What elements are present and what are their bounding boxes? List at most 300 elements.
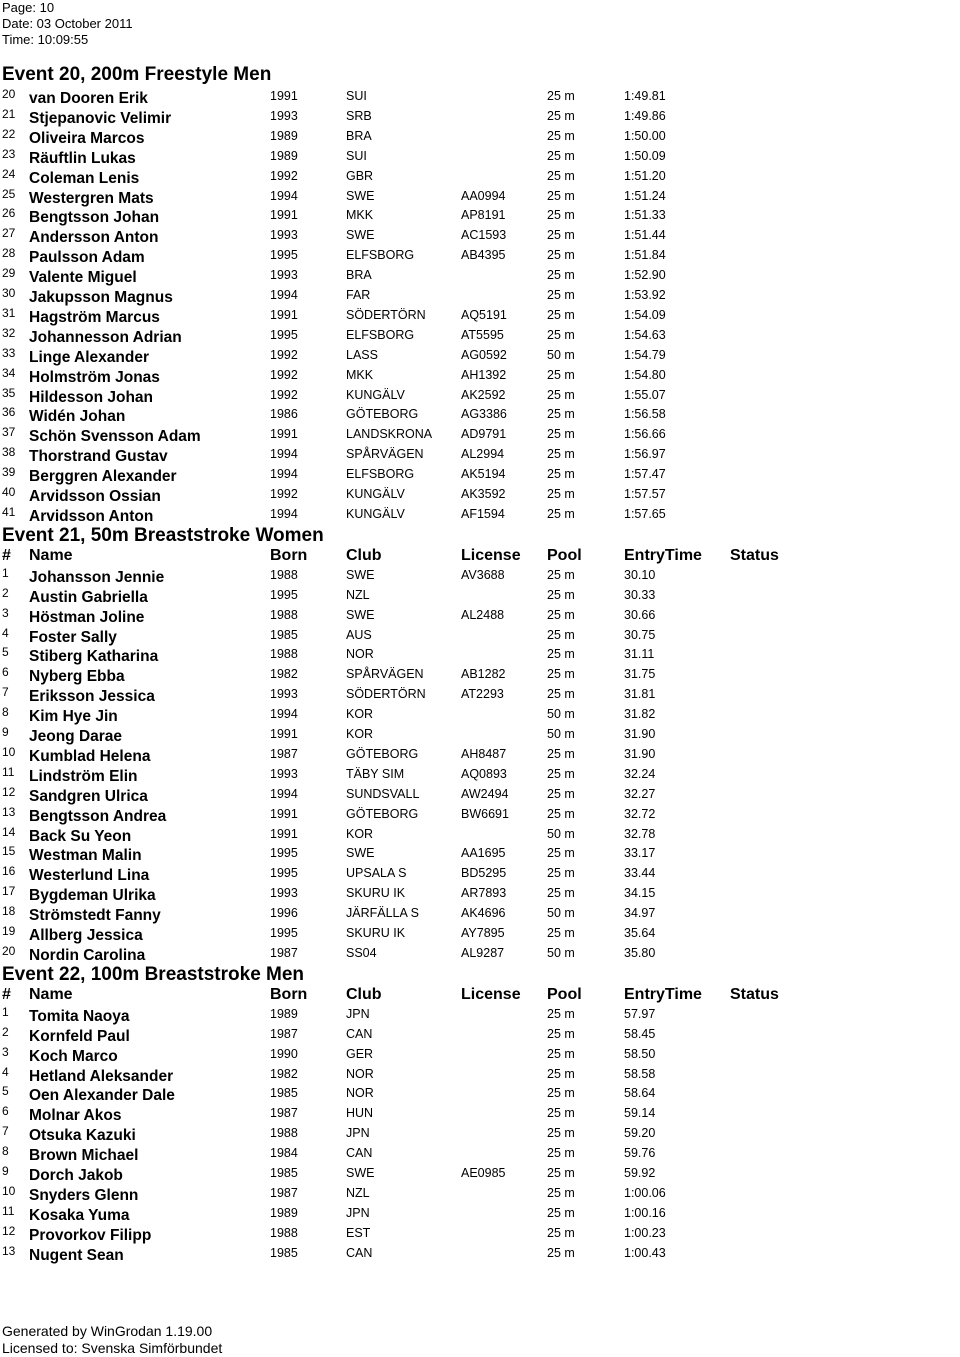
license-number: AP8191	[461, 208, 506, 223]
pool-length: 25 m	[547, 327, 575, 342]
column-header-license: License	[461, 546, 521, 564]
pool-length: 25 m	[547, 148, 575, 163]
club-name: GER	[346, 1046, 374, 1061]
club-name: KUNGÄLV	[346, 387, 405, 402]
swimmer-name: Westerlund Lina	[29, 867, 150, 885]
birth-year: 1982	[270, 1066, 298, 1081]
entry-row	[0, 444, 960, 464]
column-header-name: Name	[29, 546, 73, 564]
birth-year: 1986	[270, 407, 298, 422]
club-name: LASS	[346, 347, 378, 362]
swimmer-name: Otsuka Kazuki	[29, 1127, 136, 1145]
entry-row	[0, 605, 960, 625]
swimmer-name: Foster Sally	[29, 628, 117, 646]
swimmer-name: Jeong Darae	[29, 728, 123, 745]
license-number: AG0592	[461, 347, 507, 362]
entry-time: 1:00.06	[624, 1185, 666, 1200]
pool-length: 25 m	[547, 926, 575, 940]
license-number: AC1593	[461, 228, 507, 243]
entry-number: 28	[2, 246, 16, 261]
entry-number: 40	[2, 485, 16, 499]
entry-row	[0, 1163, 960, 1183]
license-number: AB4395	[461, 248, 506, 263]
birth-year: 1995	[270, 248, 298, 263]
column-header-club: Club	[346, 546, 382, 564]
swimmer-name: Snyders Glenn	[29, 1186, 139, 1204]
entry-row	[0, 365, 960, 385]
club-name: SWE	[346, 846, 375, 861]
swimmer-name: Paulsson Adam	[29, 249, 145, 267]
pool-length: 25 m	[547, 427, 575, 442]
license-number: AT5595	[461, 327, 504, 342]
entry-number: 10	[2, 1183, 16, 1198]
birth-year: 1987	[270, 1185, 298, 1200]
entry-time: 1:56.97	[624, 447, 666, 462]
club-name: LANDSKRONA	[346, 427, 433, 442]
swimmer-name: Back Su Yeon	[29, 827, 132, 845]
entry-number: 11	[2, 764, 15, 779]
pool-length: 50 m	[547, 826, 575, 841]
club-name: JPN	[346, 1006, 370, 1021]
swimmer-name: Oliveira Marcos	[29, 129, 145, 147]
entry-row	[0, 923, 960, 943]
swimmer-name: Strömstedt Fanny	[29, 907, 161, 925]
club-name: CAN	[346, 1146, 373, 1161]
entry-row	[0, 1223, 960, 1243]
club-name: FAR	[346, 288, 371, 302]
entry-row	[0, 724, 960, 744]
entry-row	[0, 644, 960, 664]
birth-year: 1985	[270, 627, 298, 642]
swimmer-name: Dorch Jakob	[29, 1167, 123, 1184]
club-name: EST	[346, 1225, 371, 1240]
entry-number: 4	[2, 1064, 9, 1079]
entry-time: 32.27	[624, 786, 656, 801]
birth-year: 1985	[270, 1245, 298, 1260]
pool-length: 25 m	[547, 1205, 575, 1220]
birth-year: 1989	[270, 1006, 298, 1021]
entry-row	[0, 843, 960, 863]
birth-year: 1994	[270, 707, 298, 722]
entry-number: 30	[2, 286, 16, 300]
entry-row	[0, 1004, 960, 1024]
entry-number: 13	[2, 1243, 16, 1258]
entry-number: 2	[2, 1024, 9, 1039]
birth-year: 1995	[270, 327, 298, 342]
entry-row	[0, 784, 960, 804]
pool-length: 25 m	[547, 1126, 575, 1141]
entry-row	[0, 903, 960, 923]
club-name: GÖTEBORG	[346, 407, 419, 422]
entry-number: 10	[2, 744, 16, 759]
birth-year: 1984	[270, 1146, 298, 1161]
license-number: AQ0893	[461, 766, 507, 781]
entry-row	[0, 664, 960, 684]
entry-time: 31.11	[624, 647, 655, 662]
pool-length: 25 m	[547, 1166, 575, 1180]
club-name: NOR	[346, 1086, 374, 1101]
pool-length: 25 m	[547, 886, 575, 901]
entry-number: 14	[2, 824, 16, 839]
birth-year: 1992	[270, 367, 298, 382]
club-name: KOR	[346, 727, 374, 741]
entry-time: 1:51.33	[624, 208, 666, 223]
swimmer-name: Johannesson Adrian	[29, 328, 182, 346]
entry-row	[0, 325, 960, 345]
entry-number: 4	[2, 625, 9, 640]
entry-time: 31.90	[624, 746, 656, 761]
club-name: SWE	[346, 188, 375, 203]
club-name: JÄRFÄLLA S	[346, 906, 419, 921]
entry-time: 1:56.66	[624, 427, 666, 442]
page-number: Page: 10	[2, 0, 55, 15]
birth-year: 1988	[270, 567, 298, 582]
entry-row	[0, 585, 960, 605]
entry-number: 27	[2, 226, 16, 241]
club-name: SÖDERTÖRN	[346, 307, 426, 322]
column-header-name: Name	[29, 985, 73, 1003]
swimmer-name: Brown Michael	[29, 1147, 139, 1165]
club-name: JPN	[346, 1126, 370, 1141]
birth-year: 1991	[270, 208, 298, 223]
birth-year: 1994	[270, 506, 298, 521]
club-name: SWE	[346, 228, 375, 243]
swimmer-name: Kumblad Helena	[29, 747, 151, 765]
entry-row	[0, 824, 960, 844]
entry-time: 57.97	[624, 1006, 656, 1021]
column-header-club: Club	[346, 985, 382, 1003]
pool-length: 25 m	[547, 1086, 575, 1101]
column-header-num: #	[2, 985, 11, 1003]
swimmer-name: Nyberg Ebba	[29, 668, 125, 686]
pool-length: 25 m	[547, 587, 575, 602]
birth-year: 1990	[270, 1046, 298, 1061]
birth-year: 1994	[270, 786, 298, 801]
pool-length: 25 m	[547, 806, 575, 821]
entry-row	[0, 704, 960, 724]
entry-time: 32.24	[624, 766, 656, 781]
birth-year: 1994	[270, 467, 298, 482]
entry-row	[0, 744, 960, 764]
entry-time: 32.78	[624, 826, 656, 841]
swimmer-name: Kosaka Yuma	[29, 1206, 130, 1224]
license-number: AA1695	[461, 846, 506, 861]
entry-row	[0, 225, 960, 245]
entry-row	[0, 1123, 960, 1143]
club-name: NOR	[346, 647, 374, 662]
license-number: AK4696	[461, 906, 506, 921]
entry-time: 58.45	[624, 1026, 656, 1041]
club-name: TÄBY SIM	[346, 766, 405, 781]
entry-row	[0, 86, 960, 106]
entry-number: 12	[2, 1223, 16, 1238]
swimmer-name: Räuftlin Lukas	[29, 149, 136, 167]
swimmer-name: Koch Marco	[29, 1047, 118, 1065]
entry-time: 35.64	[624, 926, 656, 940]
entry-row	[0, 345, 960, 365]
birth-year: 1988	[270, 1225, 298, 1240]
generated-by: Generated by WinGrodan 1.19.00	[2, 1323, 213, 1339]
pool-length: 25 m	[547, 1225, 575, 1240]
pool-length: 25 m	[547, 1245, 575, 1260]
entry-time: 30.10	[624, 567, 656, 582]
entry-row	[0, 265, 960, 285]
birth-year: 1993	[270, 228, 298, 243]
licensed-to: Licensed to: Svenska Simförbundet	[2, 1340, 223, 1356]
club-name: KOR	[346, 707, 374, 722]
swimmer-name: Linge Alexander	[29, 348, 150, 366]
swimmer-name: Andersson Anton	[29, 229, 159, 247]
pool-length: 25 m	[547, 188, 575, 203]
swimmer-name: Westergren Mats	[29, 189, 154, 207]
entry-row	[0, 1243, 960, 1263]
birth-year: 1992	[270, 168, 298, 183]
entry-number: 5	[2, 1084, 9, 1099]
club-name: UPSALA S	[346, 866, 407, 881]
club-name: SWE	[346, 567, 375, 582]
birth-year: 1991	[270, 826, 298, 841]
club-name: SÖDERTÖRN	[346, 687, 426, 702]
swimmer-name: Johansson Jennie	[29, 568, 165, 586]
pool-length: 25 m	[547, 387, 575, 402]
entry-row	[0, 106, 960, 126]
entry-number: 6	[2, 1104, 9, 1119]
pool-length: 25 m	[547, 746, 575, 761]
entry-row	[0, 464, 960, 484]
swimmer-name: van Dooren Erik	[29, 90, 148, 107]
entry-row	[0, 804, 960, 824]
birth-year: 1995	[270, 866, 298, 881]
entry-time: 1:51.44	[624, 228, 666, 243]
club-name: SKURU IK	[346, 886, 406, 901]
entry-row	[0, 305, 960, 325]
swimmer-name: Molnar Akos	[29, 1107, 122, 1125]
license-number: AL9287	[461, 945, 505, 960]
entry-row	[0, 166, 960, 186]
swimmer-name: Nordin Carolina	[29, 946, 146, 964]
birth-year: 1995	[270, 926, 298, 940]
club-name: MKK	[346, 367, 374, 382]
entry-time: 59.76	[624, 1146, 656, 1161]
swimmer-name: Widén Johan	[29, 408, 126, 426]
entry-time: 1:51.20	[624, 168, 666, 183]
entry-number: 8	[2, 1144, 9, 1159]
entry-row	[0, 126, 960, 146]
entry-time: 1:00.16	[624, 1205, 666, 1220]
event-title: Event 21, 50m Breaststroke Women	[2, 524, 324, 546]
club-name: ELFSBORG	[346, 327, 415, 342]
license-number: BW6691	[461, 806, 509, 821]
entry-time: 1:00.43	[624, 1245, 666, 1260]
pool-length: 50 m	[547, 727, 575, 741]
pool-length: 25 m	[547, 1046, 575, 1061]
license-number: AY7895	[461, 926, 505, 940]
entry-number: 6	[2, 665, 9, 680]
birth-year: 1989	[270, 128, 298, 143]
birth-year: 1995	[270, 846, 298, 861]
swimmer-name: Hagström Marcus	[29, 308, 160, 326]
entry-row	[0, 863, 960, 883]
club-name: CAN	[346, 1245, 373, 1260]
entry-time: 1:56.58	[624, 407, 666, 422]
pool-length: 25 m	[547, 407, 575, 422]
pool-length: 25 m	[547, 108, 575, 123]
entry-time: 58.58	[624, 1066, 656, 1081]
pool-length: 50 m	[547, 347, 575, 362]
column-header-status: Status	[730, 546, 779, 564]
entry-number: 11	[2, 1203, 15, 1218]
entry-row	[0, 883, 960, 903]
entry-row	[0, 484, 960, 504]
entry-number: 22	[2, 126, 16, 141]
entry-number: 20	[2, 87, 16, 101]
swimmer-name: Hetland Aleksander	[29, 1067, 174, 1085]
swimmer-name: Valente Miguel	[29, 269, 137, 287]
entry-number: 25	[2, 186, 16, 201]
birth-year: 1991	[270, 89, 298, 103]
entry-number: 17	[2, 884, 16, 899]
entry-time: 1:52.90	[624, 268, 666, 283]
entry-number: 41	[2, 504, 16, 519]
birth-year: 1996	[270, 906, 298, 921]
license-number: AR7893	[461, 886, 507, 901]
pool-length: 25 m	[547, 607, 575, 622]
column-header-row	[0, 547, 960, 567]
entry-time: 59.92	[624, 1166, 656, 1180]
swimmer-name: Eriksson Jessica	[29, 688, 155, 706]
column-header-pool: Pool	[547, 546, 582, 564]
event-title: Event 20, 200m Freestyle Men	[2, 64, 272, 85]
club-name: JPN	[346, 1205, 370, 1220]
birth-year: 1992	[270, 387, 298, 402]
entry-row	[0, 1024, 960, 1044]
entry-time: 1:54.63	[624, 327, 666, 342]
pool-length: 25 m	[547, 208, 575, 223]
pool-length: 25 m	[547, 766, 575, 781]
pool-length: 25 m	[547, 1026, 575, 1041]
birth-year: 1991	[270, 427, 298, 442]
pool-length: 25 m	[547, 89, 575, 103]
event-title: Event 22, 100m Breaststroke Men	[2, 963, 305, 985]
license-number: AK2592	[461, 387, 506, 402]
license-number: AD9791	[461, 427, 507, 442]
swimmer-name: Bengtsson Andrea	[29, 807, 167, 825]
pool-length: 25 m	[547, 367, 575, 382]
birth-year: 1989	[270, 1205, 298, 1220]
entry-number: 18	[2, 904, 16, 919]
entry-time: 31.82	[624, 707, 656, 722]
pool-length: 25 m	[547, 567, 575, 582]
entry-row	[0, 684, 960, 704]
column-header-status: Status	[730, 985, 779, 1003]
swimmer-name: Provorkov Filipp	[29, 1226, 152, 1244]
entry-time: 1:57.57	[624, 487, 666, 501]
pool-length: 25 m	[547, 248, 575, 263]
entry-time: 59.14	[624, 1106, 656, 1121]
birth-year: 1993	[270, 766, 298, 781]
entry-row	[0, 943, 960, 963]
entry-number: 8	[2, 705, 9, 720]
pool-length: 25 m	[547, 447, 575, 462]
pool-length: 50 m	[547, 707, 575, 722]
entry-number: 35	[2, 385, 16, 400]
swimmer-name: Kim Hye Jin	[29, 708, 118, 726]
entry-time: 1:51.84	[624, 248, 666, 263]
entry-time: 1:49.86	[624, 108, 666, 123]
club-name: ELFSBORG	[346, 467, 415, 482]
entry-number: 20	[2, 943, 16, 958]
license-number: AB1282	[461, 667, 506, 682]
birth-year: 1991	[270, 307, 298, 322]
swimmer-name: Schön Svensson Adam	[29, 428, 201, 446]
swimmer-name: Tomita Naoya	[29, 1007, 130, 1025]
entry-time: 59.20	[624, 1126, 656, 1141]
pool-length: 25 m	[547, 228, 575, 243]
entry-number: 19	[2, 924, 16, 938]
license-number: AK3592	[461, 487, 506, 501]
entry-number: 38	[2, 445, 16, 460]
entry-number: 26	[2, 206, 16, 221]
birth-year: 1995	[270, 587, 298, 602]
club-name: KUNGÄLV	[346, 487, 405, 501]
report-time: Time: 10:09:55	[2, 32, 89, 47]
birth-year: 1988	[270, 1126, 298, 1141]
entry-row	[0, 625, 960, 645]
license-number: AG3386	[461, 407, 507, 422]
club-name: GÖTEBORG	[346, 746, 419, 761]
birth-year: 1987	[270, 746, 298, 761]
entry-number: 12	[2, 784, 16, 799]
entry-time: 30.75	[624, 627, 656, 642]
club-name: MKK	[346, 208, 374, 223]
license-number: AH1392	[461, 367, 507, 382]
entry-time: 30.33	[624, 587, 656, 602]
club-name: HUN	[346, 1106, 374, 1121]
license-number: AT2293	[461, 687, 504, 702]
column-header-entrytime: EntryTime	[624, 985, 702, 1003]
entry-number: 36	[2, 405, 16, 420]
pool-length: 25 m	[547, 1185, 575, 1200]
birth-year: 1994	[270, 447, 298, 462]
entry-row	[0, 1064, 960, 1084]
club-name: NZL	[346, 587, 370, 602]
entry-time: 1:57.47	[624, 467, 666, 482]
club-name: BRA	[346, 128, 372, 143]
club-name: NZL	[346, 1185, 370, 1200]
pool-length: 25 m	[547, 866, 575, 881]
pool-length: 25 m	[547, 467, 575, 482]
entry-time: 1:50.00	[624, 128, 666, 143]
pool-length: 25 m	[547, 647, 575, 662]
swimmer-name: Jakupsson Magnus	[29, 289, 173, 306]
swimmer-name: Hildesson Johan	[29, 388, 154, 406]
swimmer-name: Allberg Jessica	[29, 927, 143, 944]
entry-row	[0, 1183, 960, 1203]
entry-number: 1	[2, 1004, 9, 1019]
club-name: BRA	[346, 268, 372, 283]
entry-time: 32.72	[624, 806, 656, 821]
entry-number: 34	[2, 365, 16, 380]
club-name: GÖTEBORG	[346, 806, 419, 821]
entry-row	[0, 764, 960, 784]
swimmer-name: Austin Gabriella	[29, 588, 148, 606]
birth-year: 1991	[270, 806, 298, 821]
club-name: SUI	[346, 89, 367, 103]
pool-length: 25 m	[547, 1006, 575, 1021]
entry-time: 58.64	[624, 1086, 656, 1101]
birth-year: 1994	[270, 288, 298, 302]
club-name: SS04	[346, 945, 377, 960]
